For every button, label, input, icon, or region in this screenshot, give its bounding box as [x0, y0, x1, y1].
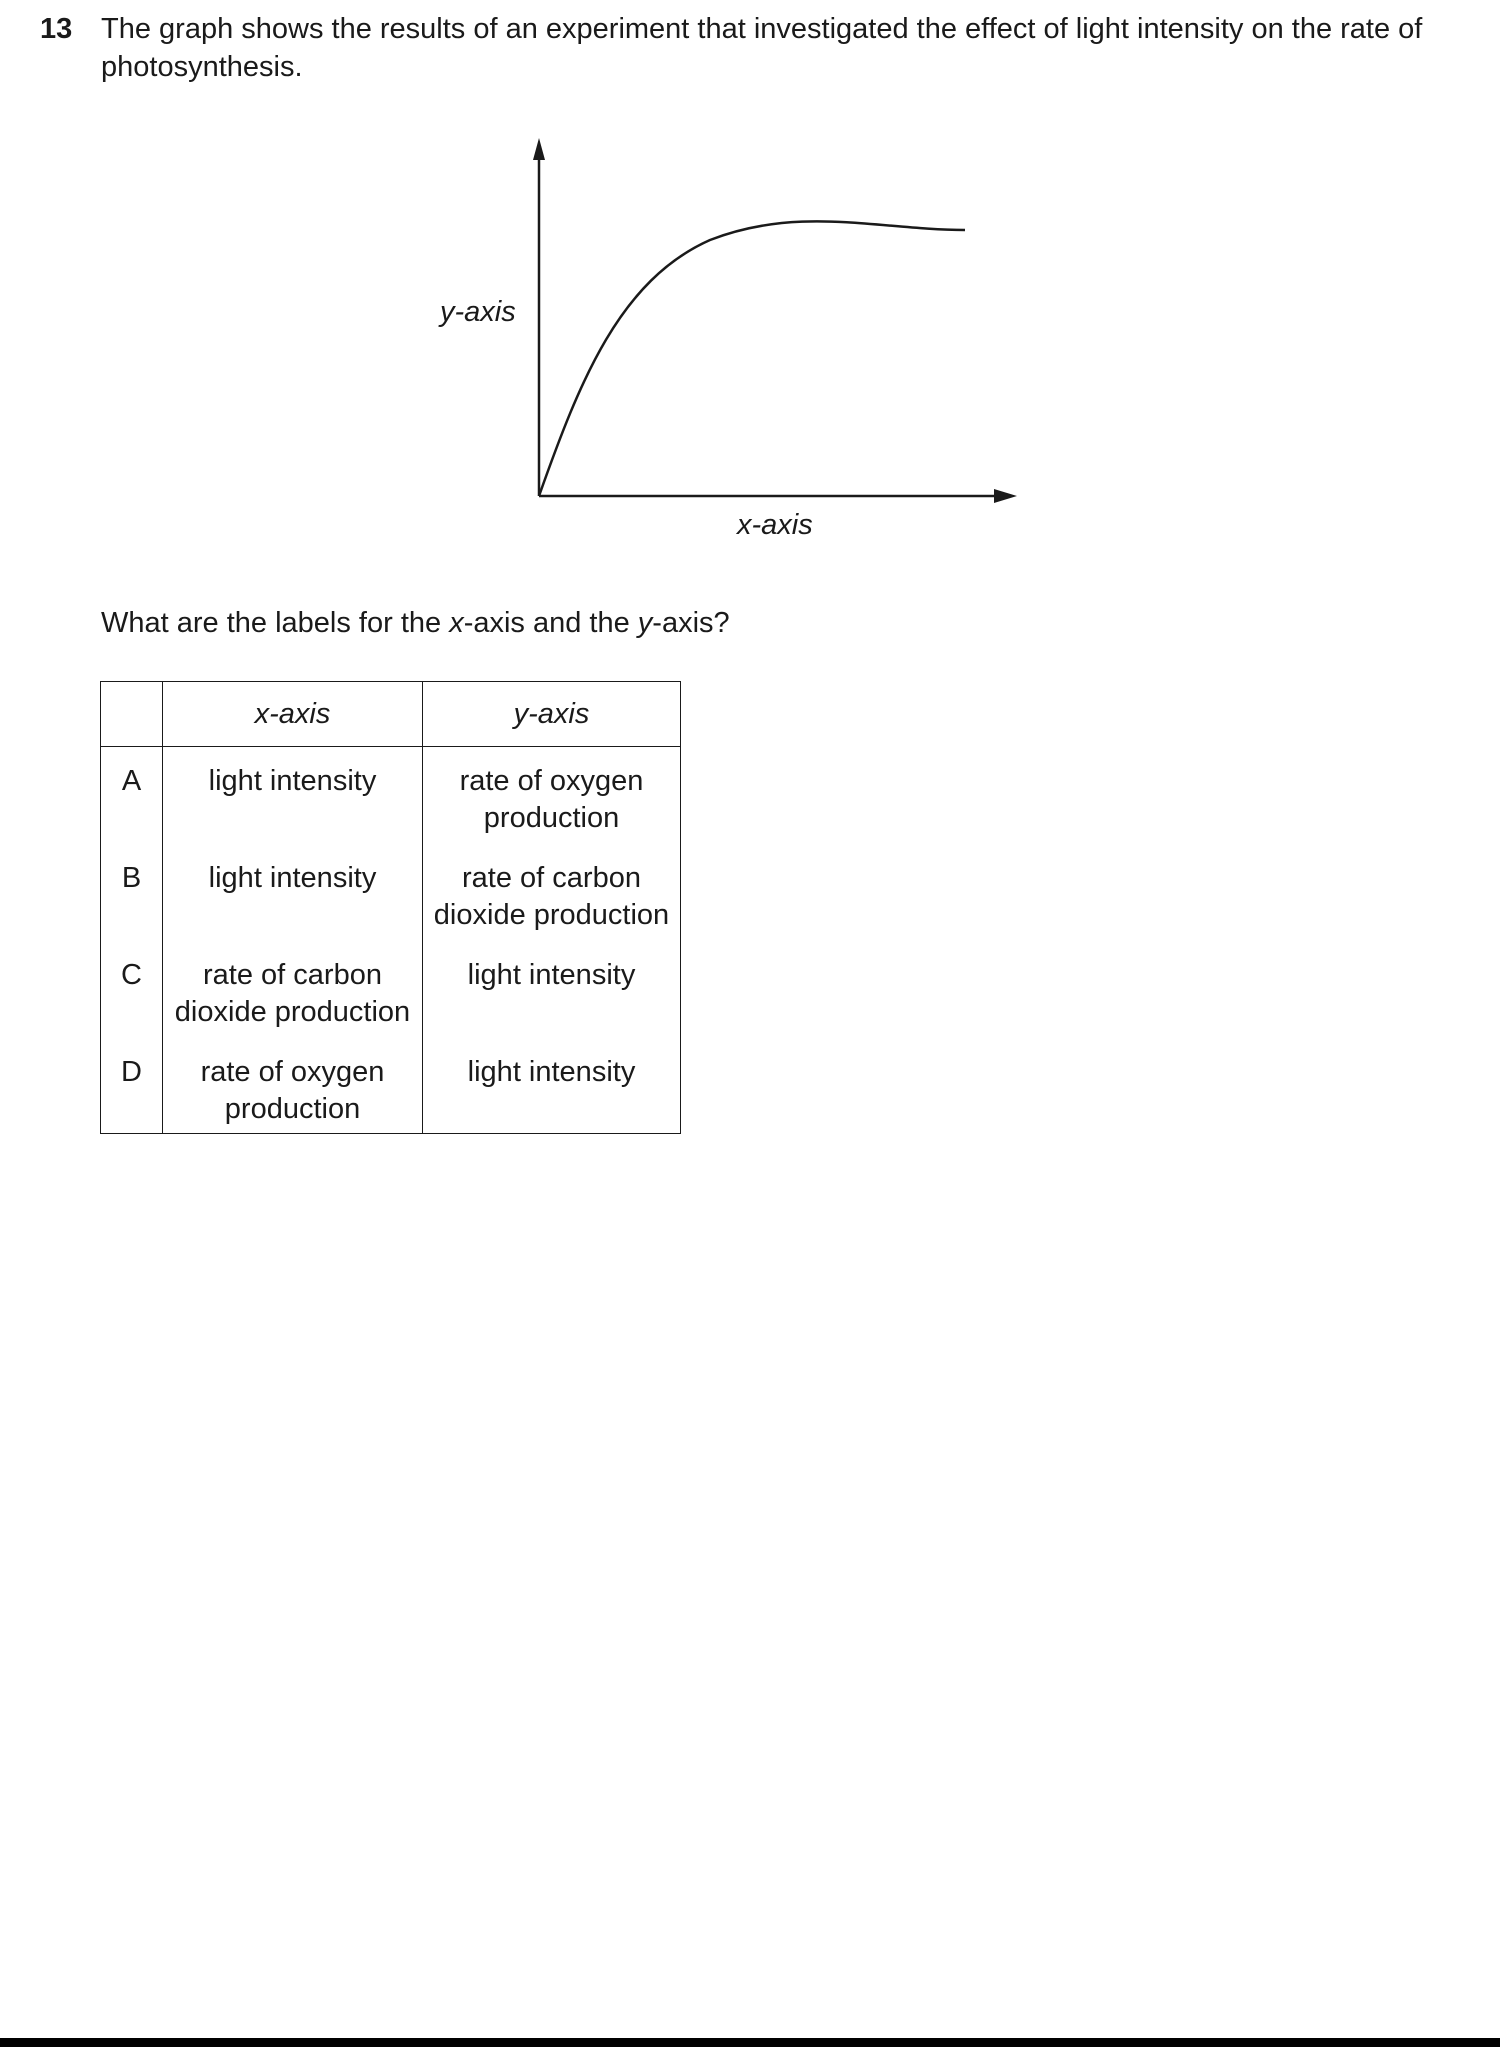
- header-y-axis: y-axis: [423, 682, 681, 747]
- option-letter[interactable]: D: [101, 1038, 163, 1134]
- question-number: 13: [40, 13, 73, 45]
- option-x-label: [163, 844, 423, 941]
- cell-line: dioxide production: [174, 995, 411, 1028]
- question-prompt: [101, 604, 730, 642]
- cell-line: rate of oxygen: [459, 765, 644, 797]
- option-y-label: [423, 747, 681, 844]
- question-stem: The graph shows the results of an experiment that investigated the effect of light intensity on the rate of photosynthesis.: [101, 13, 1423, 83]
- y-axis-arrow-icon: [533, 138, 545, 160]
- x-axis-arrow-icon: [994, 489, 1017, 503]
- prompt-part: -axis?: [652, 607, 730, 639]
- table-header-row: [101, 682, 681, 747]
- graph-svg: [420, 120, 1040, 560]
- option-row-b[interactable]: [101, 844, 681, 941]
- option-y-label: [423, 1038, 681, 1134]
- cell-line: dioxide production: [433, 898, 670, 931]
- prompt-y-letter: y: [637, 607, 653, 639]
- y-axis-label: y-axis: [440, 296, 516, 328]
- footer-bar: [0, 2038, 1500, 2047]
- cell-line: light intensity: [208, 765, 377, 797]
- rate-curve: [539, 221, 965, 496]
- option-letter[interactable]: A: [101, 747, 163, 844]
- option-row-d[interactable]: [101, 1038, 681, 1134]
- cell-line: light intensity: [208, 861, 377, 894]
- cell-line: rate of oxygen: [200, 1055, 385, 1088]
- option-letter[interactable]: C: [101, 941, 163, 1038]
- x-axis-label: x-axis: [737, 509, 813, 541]
- cell-line: rate of carbon: [203, 958, 382, 991]
- graph-figure: [420, 120, 1040, 560]
- cell-line: light intensity: [467, 1055, 636, 1088]
- cell-line: production: [224, 1092, 361, 1125]
- option-row-c[interactable]: [101, 941, 681, 1038]
- prompt-part: What are the labels for the: [101, 607, 450, 639]
- prompt-x-letter: x: [449, 607, 464, 639]
- cell-line: light intensity: [467, 958, 636, 991]
- options-table: [100, 681, 681, 1134]
- option-x-label: [163, 747, 423, 844]
- header-blank-cell: [101, 682, 163, 747]
- header-x-axis: x-axis: [163, 682, 423, 747]
- option-y-label: [423, 844, 681, 941]
- prompt-part: -axis and the: [463, 607, 638, 639]
- cell-line: rate of carbon: [462, 861, 641, 894]
- option-letter[interactable]: B: [101, 844, 163, 941]
- option-y-label: [423, 941, 681, 1038]
- option-x-label: [163, 1038, 423, 1134]
- option-x-label: [163, 941, 423, 1038]
- option-row-a[interactable]: [101, 747, 681, 844]
- cell-line: production: [483, 802, 620, 834]
